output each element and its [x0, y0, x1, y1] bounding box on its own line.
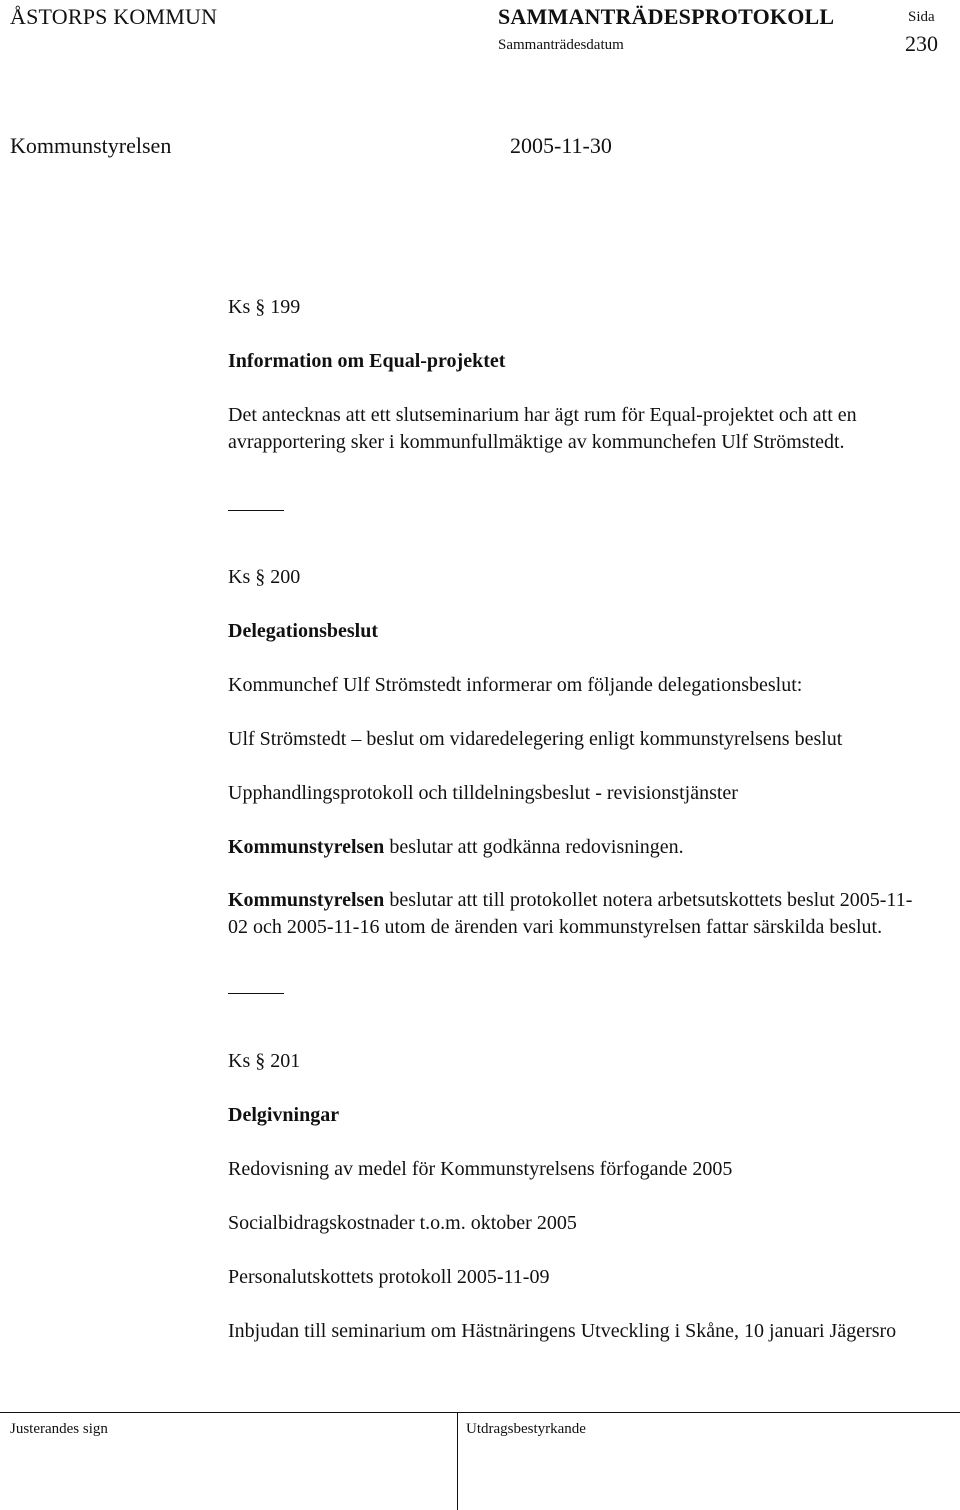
decision-paragraph — [228, 834, 948, 861]
section-heading-201: Delgivningar — [228, 1104, 340, 1126]
extract-certification-label: Utdragsbestyrkande — [466, 1421, 586, 1437]
adjuster-signature-label: Justerandes sign — [10, 1421, 108, 1437]
decision-text: beslutar att godkänna redovisningen. — [384, 836, 684, 858]
section-separator — [228, 993, 284, 994]
decision-actor: Kommunstyrelsen — [228, 836, 385, 858]
section-paragraph-200-intro: Kommunchef Ulf Strömstedt informerar om följande delegationsbeslut: — [228, 674, 803, 696]
document-title: SAMMANTRÄDESPROTOKOLL — [498, 4, 835, 29]
committee-name: Kommunstyrelsen — [10, 133, 172, 158]
section-heading-199: Information om Equal-projektet — [228, 350, 506, 372]
section-number-200: Ks § 200 — [228, 566, 301, 588]
footer-divider — [457, 1412, 458, 1510]
notice-item: Redovisning av medel för Kommunstyrelsens förfogande 2005 — [228, 1158, 733, 1180]
meeting-date: 2005-11-30 — [510, 133, 612, 158]
page-number: 230 — [905, 31, 938, 56]
decision-text: beslutar att till protokollet notera arbetsutskottets beslut 2005-11-02 och 2005-11-16 utom de ärenden vari kommunstyrelsen fattar särskilda beslut. — [228, 889, 913, 938]
municipality-name: ÅSTORPS KOMMUN — [10, 4, 218, 29]
meeting-date-label: Sammanträdesdatum — [498, 37, 624, 53]
footer-rule — [0, 1412, 960, 1413]
delegation-item: Ulf Strömstedt – beslut om vidaredelegering enligt kommunstyrelsens beslut — [228, 728, 843, 750]
notice-item: Inbjudan till seminarium om Hästnäringens Utveckling i Skåne, 10 januari Jägersro — [228, 1320, 897, 1342]
decision-paragraph — [228, 887, 928, 941]
decision-actor: Kommunstyrelsen — [228, 889, 385, 911]
section-number-199: Ks § 199 — [228, 296, 301, 318]
notice-item: Personalutskottets protokoll 2005-11-09 — [228, 1266, 550, 1288]
section-number-201: Ks § 201 — [228, 1050, 301, 1072]
section-heading-200: Delegationsbeslut — [228, 620, 378, 642]
delegation-item: Upphandlingsprotokoll och tilldelningsbeslut - revisionstjänster — [228, 782, 738, 804]
section-paragraph-199: Det antecknas att ett slutseminarium har ägt rum för Equal-projektet och att en avrapportering sker i kommunfullmäktige av kommunchefen Ulf Strömstedt. — [228, 404, 857, 453]
page-label: Sida — [908, 9, 935, 25]
section-separator — [228, 510, 284, 511]
notice-item: Socialbidragskostnader t.o.m. oktober 2005 — [228, 1212, 577, 1234]
